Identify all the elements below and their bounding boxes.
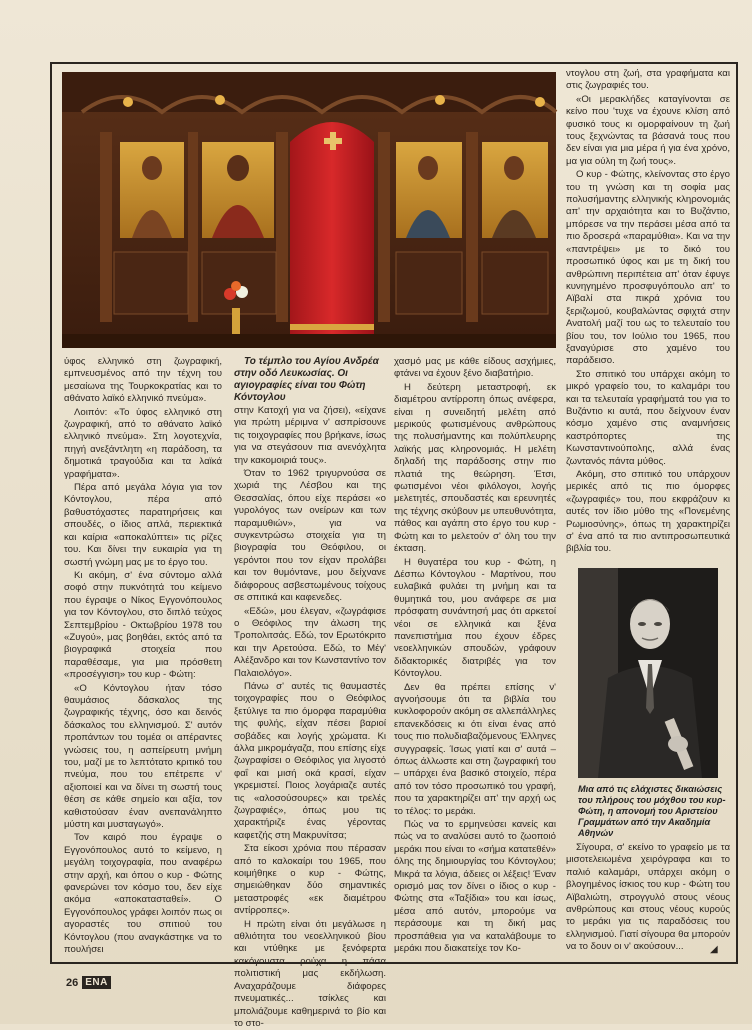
paragraph: Ακόμη, στο σπιτικό του υπάρχουν μερικές από τις πιο όμορφες «ζωγραφιές» του, που εκφράζουν κι αυτές τον ίδιο μύθο της «Πονεμένης Ρωμιοσύνης», όπως τη χαρακτηρίζει σ' ένα από τα πιο αντιπροσωπευτικά βιβλία του. [566, 469, 730, 555]
paragraph: ντογλου στη ζωή, στα γραφήματα και στις ζωγραφιές του. [566, 68, 730, 92]
portrait-photo [578, 568, 718, 778]
article-column-2 [234, 356, 386, 1029]
paragraph: Κι ακόμη, σ' ένα σύντομο αλλά σοφό στην πυκνότητά του κείμενο που έγραψε ο Νίκος Εγγονόπουλος για τον Κόντογλου, στο διπλό τεύχος Σεπτεμβρίου - Οκτωβρίου 1978 του «Ζυγού», μας βοηθάει, εκτός από τα βιογραφικά στοιχεία που παραθέσαμε, για μια πρόσθετη «προσέγγιση» του κυρ - Φώτη: [64, 569, 222, 681]
article-column-1 [64, 356, 222, 956]
article-column-4 [566, 68, 730, 558]
paragraph: Ο κυρ - Φώτης, κλείνοντας στο έργο του τη γνώση και τη σοφία μας πολυσήμαντης ελληνικής κληρονομιάς απ' την αρχαιότητα και το Βυζάντιο, μπόρεσε να την περάσει μέσα από τα πιο δροσερά «παραμύθια». Και να την «παντρέψει» με το δικό του προσωπικό ύφος και με τη δική του ανθρώπινη περιπέτεια απ' όταν έφυγε κυνηγημένο προσφυγόπουλο απ' το Αϊβαλί στα πικρά χρόνια του ξεριζωμού, κουβαλώντας σφιχτά στην Ανατολή μαζί του ως το τελευταίο του βίου του, τον Ιούλιο του 1965, που ξαναγύρισε στο χαμένο του παράδεισο. [566, 169, 730, 367]
paragraph: στην Κατοχή για να ζήσει), «είχανε για πρώτη μέριμνα ν' ασπρίσουνε τις τοιχογραφίες που βρήκανε, ίσως για να στεγάσουν πια ανενόχλητα την κακομοιριά τους». [234, 405, 386, 466]
paragraph: Λοιπόν: «Το ύφος ελληνικό στη ζωγραφική, από το αθάνατο λαϊκό ελληνικό πνεύμα». Στη λογοτεχνία, πηγή ανεξάντλητη «η παράδοση, τα δημοτικά τραγούδια και τα λαϊκά γραφήματα». [64, 406, 222, 480]
paragraph: Η δεύτερη μεταστροφή, εκ διαμέτρου αντίρροπη όπως ανέφερα, είναι η συνειδητή μελέτη από μερικούς φωτισμένους ανθρώπους της πολυσήμαντης και πολύπλευρης λαϊκής μας κληρονομιάς. Η μελέτη δηλαδή της παράδοσης στην πιο πλατιά της θεώρηση. Έτσι, φωτισμένοι νέοι φιλόλογοι, λογής μελετητές, σπουδαστές και ερευνητές της τέχνης σκύβουν με υπευθυνότητα, πάθος και αγάπη στο έργο του κυρ - Φώτη και το μελετούν σ' όλη του την έκταση. [394, 381, 556, 555]
article-column-3 [394, 356, 556, 956]
paragraph: Η πρώτη είναι ότι μεγάλωσε η αθλιότητα του νεοελληνικού βίου και ντύθηκε με ξενόφερτα κακόγουστα ρούχα η πάσα πολιτιστική μας εκδήλωση. Αναχαράζουμε διάφορες πνευματικές... τσίκλες και μπολιάζουμε καθημερινά το βίο και το στο- [234, 918, 386, 1029]
end-mark-icon: ◢ [710, 944, 718, 955]
paragraph: Τον καιρό που έγραψε ο Εγγονόπουλος αυτό το κείμενο, η μεγάλη τοιχογραφία, που αναφέρω στην αρχή, και όπου ο κυρ - Φώτης φανερώνει τον κόσμο του, δεν είχε ακόμα «αποκατασταθεί». Ο Εγγονόπουλος γράφει λοιπόν πως οι αγοραστές του σπιτιού του Κόντογλου (που αναγκάστηκε να το πουλήσει [64, 832, 222, 956]
paragraph: «Ο Κόντογλου ήταν τόσο θαυμάσιος δάσκαλος της ζωγραφικής τέχνης, όσο και δεινός δάσκαλος του ελληνισμού. Σ' αυτόν προπάντων του τομέα οι απέραντες γνώσεις του, η ασπείρευτη μνήμη του, μαζί με το λεπτότατο κριτικό του πνεύμα, που του επέτρεπε ν' αξιοποιεί και να δίνει τη σωστή τους θέση σε κάθε σημείο και αξία, τον καθιστούσαν έναν ανεπανάληπτο μύστη και μυσταγωγό». [64, 682, 222, 831]
article-column-4-continued [566, 842, 730, 960]
paragraph: Πάνω σ' αυτές τις θαυμαστές τοιχογραφίες που ο Θεόφιλος ξετύλιγε τα πιο όμορφα παραμύθια της φυλής, είχαν πέσει βαριοί σοβάδες και λογής χρώματα. Κι άλλα μικρομάγαζα, που επίσης είχε ζωγραφίσει ο Θεόφιλος για λιγοστό φαΐ και μισή οκά κρασί, είχαν γκρεμιστεί. Ποιος λογάριαζε αυτές τις «αλοσούσουρες» και τρελές ζωγραφιές», όπως μου τις χαρακτήριζε ένας γέροντας καφετζής στη Μακρυνίτσα; [234, 680, 386, 841]
paragraph: «Οι μερακλήδες καταγίνονται σε κείνο που 'τυχε να έχουνε κλίση από φυσικό τους κι ομορφαίνουν τη ζωή τους ξεχνώντας τα βάσανά τους που δεν είναι για μια μέρα ή για ένα χρόνο, μα για ούλη τη ζωή τους». [566, 93, 730, 167]
paragraph: Δεν θα πρέπει επίσης ν' αγνοήσουμε ότι τα βιβλία του κυκλοφορούν ακόμη σε αλλεπάλληλες επανεκδόσεις κι ότι είναι ένας από τους πιο πολυδιαβαζόμενους Έλληνες συγγραφείς. Ίσως γιατί και σ' αυτά – όπως άλλωστε και στη ζωγραφική του – υπάρχει ένα βασικό στοιχείο, πέρα από τον τόσο προσωπικό του γραφή, που τα χαρακτηρίζει απ' την αρχή ως το τέλος: το μεράκι. [394, 681, 556, 817]
paragraph: Πώς να το ερμηνεύσει κανείς και πώς να το αναλύσει αυτό το ζωοποιό μεράκι που είναι το «σήμα κατατεθέν» όλης της δημιουργίας του Κόντογλου; Μικρά τα λόγια, άδειες οι λέξεις! Έναν ορισμό μας τον δίνει ο ίδιος ο κυρ - Φώτης στα «Ταξίδια» του και ίσως, μέσα από αυτόν, μπορούμε να περάσουμε και τη δική μας προσπάθεια για να καταλάβουμε το μεράκι που διακατείχε τον Κο- [394, 819, 556, 955]
paragraph: ύφος ελληνικό στη ζωγραφική, εμπνευσμένος από την τέχνη του μεσαίωνα της Τουρκοκρατίας και το αθάνατο λαϊκό ελληνικό πνεύμα». [64, 356, 222, 405]
photo-caption: Το τέμπλο του Αγίου Ανδρέα στην οδό Λευκωσίας. Οι αγιογραφίες είναι του Φώτη Κόντογλου [234, 356, 379, 403]
paragraph: «Εδώ», μου έλεγαν, «ζωγράφισε ο Θεόφιλος την άλωση της Τροπολιτσάς. Εδώ, τον Ερωτόκριτο και την Αρετούσα. Εδώ, το Μέγ' Αλέξανδρο και τον Κωνσταντίνο τον Παλαιολόγο». [234, 605, 386, 679]
portrait-caption: Μια από τις ελάχιστες δικαιώσεις του πλήρους του μόχθου του κυρ-Φώτη, η απονομή του Αριστείου Γραμμάτων από την Ακαδημία Αθηνών [578, 784, 726, 838]
paragraph: Στα είκοσι χρόνια που πέρασαν από το καλοκαίρι του 1965, που κοιμήθηκε ο κυρ - Φώτης, σημειώθηκαν δύο σημαντικές μεταστροφές «εκ διαμέτρου αντίρροπες». [234, 843, 386, 917]
paragraph: Η θυγατέρα του κυρ - Φώτη, η Δέσπω Κόντογλου - Μαρτίνου, που ευλαβικά φυλάει τη μνήμη και τα θυμητικά του, μου ανάφερε σε μια πρόσφατη συνάντησή μας ότι αρκετοί νέοι σε ελληνικά και ξένα πανεπιστήμια που έχουν έδρες νεοελληνικών σπουδών, γράφουν διδακτορικές διατριβές για τον Κόντογλου. [394, 556, 556, 680]
paragraph: Όταν το 1962 τριγυρνούσα σε χωριά της Λέσβου και της Θεσσαλίας, όπου είχε περάσει «ο γυρολόγος των ονείρων και των παραμυθιών», για να συγκεντρώσω στοιχεία για τη βιογραφία του Θεόφιλου, οι γερόντοι που τον είχαν προλάβει και τον θυμόντανε, μου δείχνανε διάφορους ασβεστωμένους τοίχους σε σπιτικά και καφενεδες. [234, 468, 386, 604]
paragraph: χασμό μας με κάθε είδους ασχήμιες, φτάνει να έχουν ξένο διαβατήριο. [394, 356, 556, 380]
paragraph: Στο σπιτικό του υπάρχει ακόμη το μικρό γραφείο του, το καλαμάρι του και τα τελευταία γραφήματά του για το Βυζάντιο κι αυτά, που δείχνουν έναν κόσμο χαμένο στις αναμνήσεις καστρόπορτες της Κωνσταντινούπολης, αλλά ένας ζωντανός πάντα μύθος. [566, 368, 730, 467]
paragraph: Πέρα από μεγάλα λόγια για τον Κόντογλου, πέρα από βαθυστόχαστες παρατηρήσεις και σπουδές, ο ίδιος απλά, περιεκτικά και καίρια «αποκαλύπτει» τις ρίζες του. Και δίνει την ευκαιρία για τη σωστή γνώμη μας με το έργο του. [64, 482, 222, 568]
page-number: 26 [66, 976, 79, 989]
page-footer [66, 976, 111, 989]
paragraph: Σίγουρα, σ' εκείνο το γραφείο με τα μισοτελειωμένα χειρόγραφα και το παλιό καλαμάρι, υπάρχει ακόμη ο βλογημένος ίσκιος του κυρ - Φώτη του Αϊβαλιώτη, στρογγυλό στους νέους ανθρώπους και στους νέους κυρούς το μεράκι για τις παραδόσεις του ελληνισμού. Γιατί σίγουρα θα μπορούν να το δουν οι ν' ακούσουν... [566, 842, 730, 953]
iconostasis-photo [62, 72, 556, 348]
magazine-logo: ΕΝΑ [82, 976, 111, 989]
